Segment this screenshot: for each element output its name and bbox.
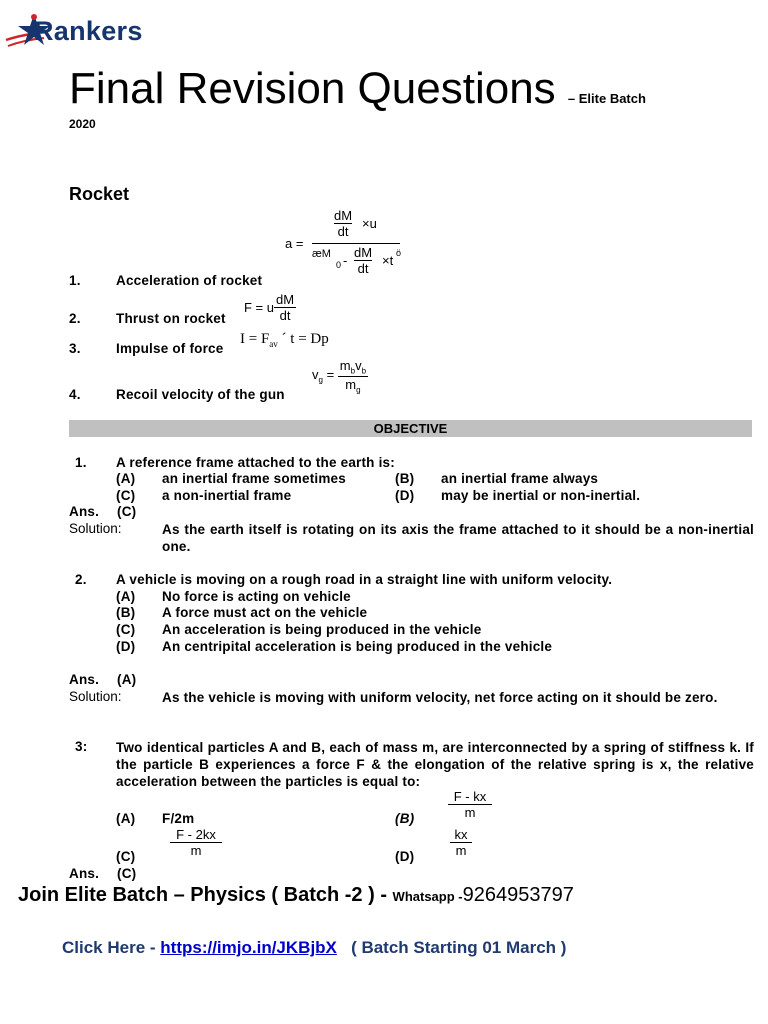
q2-ans-label: Ans.	[69, 672, 100, 687]
q1-option-b: an inertial frame always	[441, 471, 599, 486]
whatsapp-label: Whatsapp -	[392, 889, 463, 904]
batch-link[interactable]: https://imjo.in/JKBjbX	[160, 938, 337, 957]
q3-option-key: (D)	[395, 849, 415, 864]
q3-number: 3:	[75, 739, 88, 754]
page-year: 2020	[69, 117, 96, 131]
q3-ans: (C)	[117, 866, 137, 881]
q2-option-d: An centripital acceleration is being produced in the vehicle	[162, 639, 553, 654]
join-text: Join Elite Batch – Physics ( Batch -2 ) -	[18, 884, 387, 906]
q1-text: A reference frame attached to the earth is:	[116, 455, 395, 470]
q3-option-c: F - 2kx m	[170, 827, 222, 858]
q1-solution: As the earth itself is rotating on its axis the frame attached to it should be a non-inertial one.	[162, 522, 754, 554]
q3-ans-label: Ans.	[69, 866, 100, 881]
q1-option-key: (C)	[116, 488, 136, 503]
formula-label-2: Thrust on rocket	[116, 311, 226, 326]
q2-option-c: An acceleration is being produced in the vehicle	[162, 622, 482, 637]
formula-recoil: $v_g$ = $\frac{m_bv_b}{m_g}$	[312, 358, 367, 395]
q3-option-key: (B)	[395, 811, 415, 826]
formula-label-1: Acceleration of rocket	[116, 273, 263, 288]
q1-ans-label: Ans.	[69, 504, 100, 519]
formula-num-4: 4.	[69, 387, 81, 402]
q1-option-c: a non-inertial frame	[162, 488, 292, 503]
q1-option-a: an inertial frame sometimes	[162, 471, 346, 486]
q3-text: Two identical particles A and B, each of mass m, are interconnected by a spring of stiffness k. If the particle B experiences a force F & the elongation of the relative spring is x, the relative acceleration between the particles is equal to:	[116, 740, 754, 789]
q2-number: 2.	[75, 572, 87, 587]
q2-option-key: (A)	[116, 589, 136, 604]
objective-label: OBJECTIVE	[373, 421, 448, 436]
join-banner	[18, 884, 574, 907]
q2-solution: As the vehicle is moving with uniform velocity, net force acting on it should be zero.	[162, 690, 718, 705]
page-subtitle: – Elite Batch	[567, 91, 646, 106]
q3-option-key: (C)	[116, 849, 136, 864]
click-here-label: Click Here -	[62, 938, 156, 957]
q1-option-key: (D)	[395, 488, 415, 503]
formula-thrust: F = u $\frac{dM}{dt}$	[244, 292, 295, 323]
q2-ans: (A)	[117, 672, 137, 687]
formula-num-2: 2.	[69, 311, 81, 326]
q1-solution-label: Solution:	[69, 521, 122, 536]
page-title	[69, 64, 646, 114]
formula-num-3: 3.	[69, 341, 81, 356]
q3-option-b: F - kx m	[448, 789, 492, 820]
q2-option-b: A force must act on the vehicle	[162, 605, 368, 620]
batch-start-note: ( Batch Starting 01 March )	[351, 938, 567, 957]
q1-ans: (C)	[117, 504, 137, 519]
page-title-main: Final Revision Questions	[69, 64, 556, 113]
q2-solution-label: Solution:	[69, 689, 122, 704]
formula-impulse: $I = F_{av}$ ´ t = Dp	[240, 331, 329, 349]
q2-option-key: (B)	[116, 605, 136, 620]
q3-option-a: F/2m	[162, 811, 195, 826]
q1-option-key: (A)	[116, 471, 136, 486]
brand-name: Rankers	[34, 16, 143, 46]
q2-option-key: (C)	[116, 622, 136, 637]
q2-option-a: No force is acting on vehicle	[162, 589, 351, 604]
q1-number: 1.	[75, 455, 87, 470]
q3-option-d: kx m	[450, 827, 472, 858]
formula-num-1: 1.	[69, 273, 81, 288]
q1-option-d: may be inertial or non-inertial.	[441, 488, 641, 503]
formula-label-3: Impulse of force	[116, 341, 224, 356]
q1-option-key: (B)	[395, 471, 415, 486]
click-here-line	[62, 938, 566, 958]
q3-option-key: (A)	[116, 811, 136, 826]
q2-option-key: (D)	[116, 639, 136, 654]
whatsapp-number: 9264953797	[462, 884, 574, 906]
section-title: Rocket	[69, 184, 130, 204]
formula-label-4: Recoil velocity of the gun	[116, 387, 285, 402]
q2-text: A vehicle is moving on a rough road in a straight line with uniform velocity.	[116, 572, 613, 587]
